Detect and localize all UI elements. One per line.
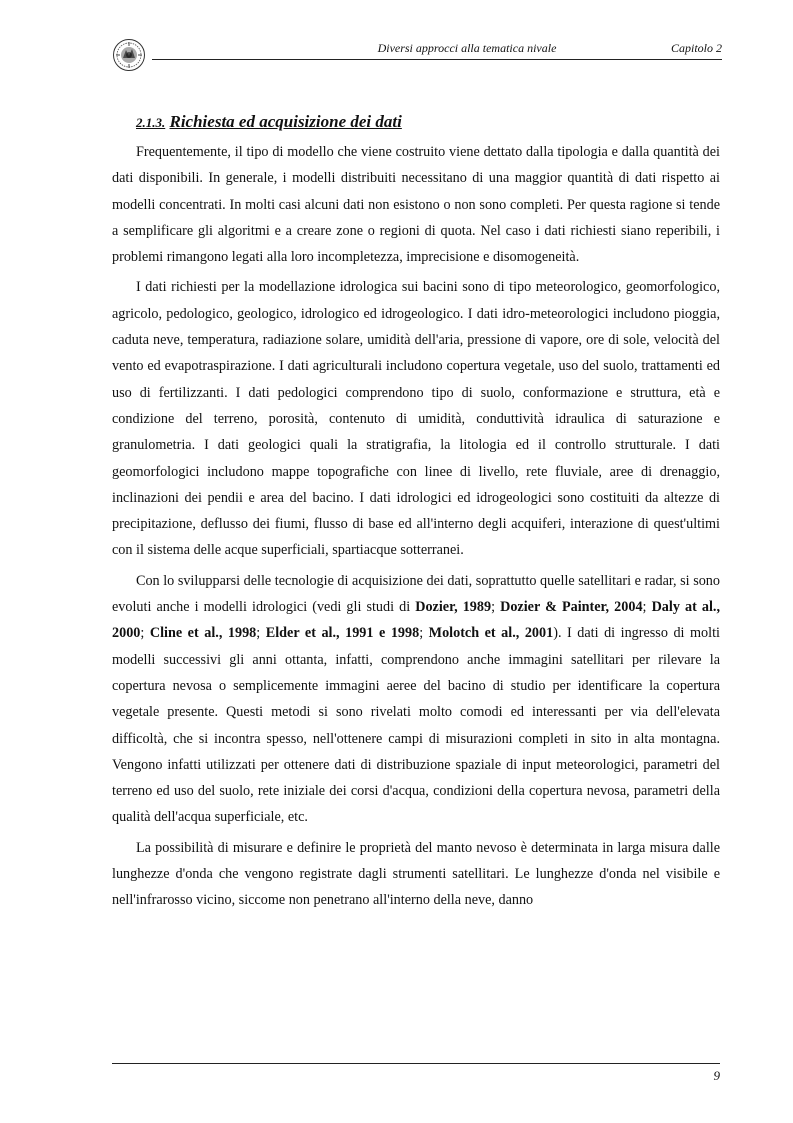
- paragraph-3-intro: Con lo svilupparsi delle tecnologie di acquisizione dei dati, soprattutto quelle satellitari e radar, si sono evoluti anche i modelli idrologici (vedi gli studi di: [112, 572, 720, 616]
- citation-dozier-painter-2004: Dozier & Painter, 2004: [500, 599, 643, 616]
- paragraph-2: I dati richiesti per la modellazione idrologica sui bacini sono di tipo meteorologico, geomorfologico, agricolo, pedologico, geologico, idrologico ed idrogeologico. I dati idro-meteorologici includono pioggia, caduta neve, temperatura, radiazione solare, umidità dell'aria, pressione di vapore, ore di sole, velocità del vento ed evapotraspirazione. I dati agriculturali includono copertura vegetale, uso del suolo, trattamenti ed uso di fertilizzanti. I dati pedologici comprendono tipo di suolo, conformazione e struttura, età e condizione del terreno, porosità, contenuto di umidità, conduttività idraulica di saturazione e granulometria. I dati geologici quali la stratigrafia, la litologia ed il controllo strutturale. I dati geomorfologici includono mappe topografiche con linee di livello, rete fluviale, aree di drenaggio, inclinazioni dei pendii e area del bacino. I dati idrologici ed idrogeologici sono costituiti da altezze di precipitazione, deflusso dei fiumi, flusso di base ed all'interno degli acquiferi, interazione di quest'ultimi con il sistema delle acque superficiali, spartiacque sotterranei.: [112, 279, 720, 559]
- paragraph-3-body: ). I dati di ingresso di molti modelli successivi gli anni ottanta, infatti, comprendono anche immagini satellitari per rilevare la copertura nevosa o semplicemente immagini aeree del bacino di studio per identificare la copertura vegetale presente. Questi metodi si sono rivelati molto comodi ed interessanti per via dell'elevata difficoltà, che si incontra spesso, nell'ottenere campi di misurazioni completi in sito in alta montagna. Vengono infatti utilizzati per ottenere dati di distribuzione spaziale di input meteorologici, parametri del terreno ed uso del suolo, rete iniziale dei corsi d'acqua, condizioni della copertura nevosa, parametri della qualità dell'acqua superficiale, etc.: [112, 625, 720, 826]
- page-number: 9: [713, 1068, 720, 1083]
- page-body: [112, 110, 720, 918]
- citation-molotch-2001: Molotch et al., 2001: [428, 625, 554, 642]
- paragraph-4: La possibilità di misurare e definire le proprietà del manto nevoso è determinata in larga misura dalle lunghezze d'onda che vengono registrate dagli strumenti satellitari. Le lunghezze d'onda nel visibile e nell'infrarosso vicino, siccome non penetrano all'interno della neve, danno: [112, 839, 720, 909]
- university-seal-icon: [112, 38, 146, 72]
- footer-divider: [112, 1063, 720, 1064]
- paragraph-3: Con lo svilupparsi delle tecnologie di acquisizione dei dati, soprattutto quelle satellitari e radar, si sono evoluti anche i modelli idrologici (vedi gli studi di Dozier, 1989; Dozier & Painter, 2004; Daly at al., 2000; Cline et al., 1998; Elder et al., 1991 e 1998; Molotch et al., 2001). I dati di ingresso di molti modelli successivi gli anni ottanta, infatti, comprendono anche immagini satellitari per rilevare la copertura nevosa o semplicemente immagini aeree del bacino di studio per identificare la copertura vegetale presente. Questi metodi si sono rivelati molto comodi ed interessanti per via dell'elevata difficoltà, che si incontra spesso, nell'ottenere campi di misurazioni completi in sito in alta montagna. Vengono infatti utilizzati per ottenere dati di distribuzione spaziale di input meteorologici, parametri del terreno ed uso del suolo, rete iniziale dei corsi d'acqua, condizioni della copertura nevosa, parametri della qualità dell'acqua superficiale, etc.: [112, 572, 721, 826]
- running-header-chapter: Capitolo 2: [670, 41, 722, 55]
- section-heading: [136, 110, 720, 135]
- running-header-title: Diversi approcci alla tematica nivale: [377, 41, 557, 55]
- header-divider: [152, 59, 722, 60]
- citation-elder-1991-1998: Elder et al., 1991 e 1998: [265, 625, 420, 642]
- citation-dozier-1989: Dozier, 1989: [415, 599, 492, 616]
- section-number: 2.1.3.: [136, 115, 166, 130]
- page-header: [112, 38, 722, 64]
- citation-cline-1998: Cline et al., 1998: [149, 625, 257, 642]
- citation-daly-2000: Daly at al., 2000: [112, 599, 721, 642]
- paragraph-1: Frequentemente, il tipo di modello che viene costruito viene dettato dalla tipologia e dalla quantità dei dati disponibili. In generale, i modelli distribuiti necessitano di una maggior quantità di dati rispetto ai modelli concentrati. In molti casi alcuni dati non esistono o non sono completi. Per questa ragione si tende a semplificare gli algoritmi e a creare zone o regioni di quota. Nel caso i dati richiesti siano reperibili, i problemi rimangono legati alla loro incompletezza, imprecisione e disomogeneità.: [112, 144, 720, 266]
- section-title: Richiesta ed acquisizione dei dati: [169, 112, 402, 131]
